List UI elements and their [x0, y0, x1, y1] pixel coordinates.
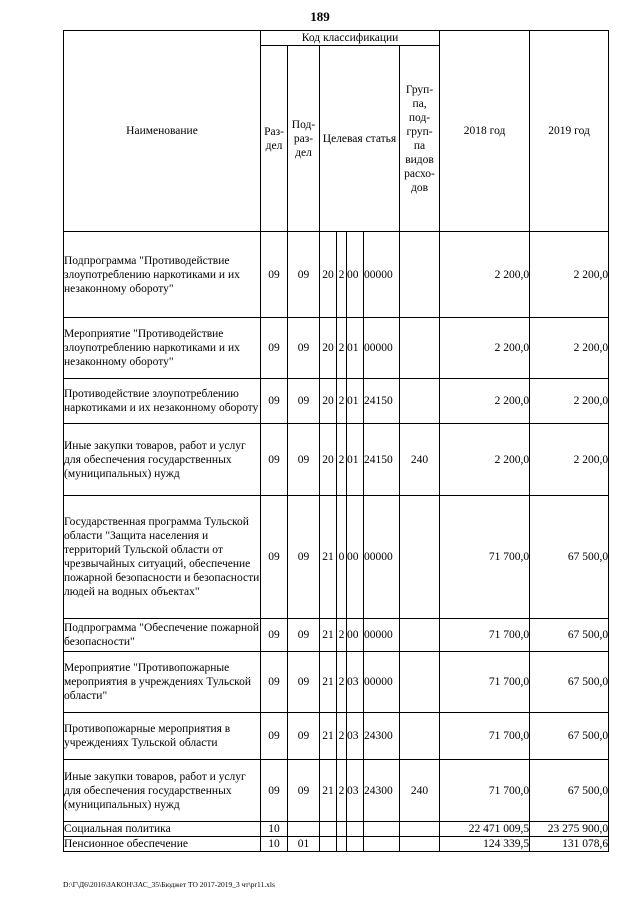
- header-razdel: Раз- дел: [261, 46, 288, 232]
- cell-razdel: 10: [261, 822, 288, 837]
- cell-vr: [400, 379, 440, 424]
- cell-t1: 21: [320, 619, 337, 652]
- table-row: [64, 232, 609, 318]
- cell-t3: 00: [347, 496, 364, 619]
- cell-t1: 21: [320, 713, 337, 760]
- cell-podrazdel: 01: [288, 837, 320, 852]
- table-row: [64, 760, 609, 822]
- header-name: Наименование: [64, 31, 261, 232]
- cell-razdel: 10: [261, 837, 288, 852]
- cell-t3: 01: [347, 424, 364, 496]
- cell-vr: [400, 496, 440, 619]
- cell-t4: 24300: [364, 713, 400, 760]
- cell-t2: 2: [337, 379, 347, 424]
- cell-name: Противопожарные мероприятия в учреждениях Тульской области: [64, 713, 261, 760]
- cell-y2019: 67 500,0: [530, 760, 609, 822]
- cell-razdel: 09: [261, 496, 288, 619]
- cell-t1: 20: [320, 232, 337, 318]
- cell-y2018: 124 339,5: [440, 837, 530, 852]
- cell-razdel: 09: [261, 318, 288, 379]
- table-row: [64, 379, 609, 424]
- cell-t1: 21: [320, 652, 337, 713]
- cell-y2019: 2 200,0: [530, 318, 609, 379]
- header-year-2019: 2019 год: [530, 31, 609, 232]
- cell-t2: [337, 837, 347, 852]
- cell-t1: [320, 837, 337, 852]
- cell-y2019: 67 500,0: [530, 713, 609, 760]
- cell-y2019: 67 500,0: [530, 619, 609, 652]
- table-row: [64, 619, 609, 652]
- cell-y2018: 71 700,0: [440, 713, 530, 760]
- cell-y2018: 2 200,0: [440, 318, 530, 379]
- cell-razdel: 09: [261, 232, 288, 318]
- cell-t3: 00: [347, 619, 364, 652]
- cell-t4: 00000: [364, 652, 400, 713]
- cell-t2: 2: [337, 424, 347, 496]
- cell-y2019: 131 078,6: [530, 837, 609, 852]
- cell-podrazdel: 09: [288, 424, 320, 496]
- cell-t1: 21: [320, 760, 337, 822]
- cell-y2019: 67 500,0: [530, 496, 609, 619]
- cell-t3: 03: [347, 760, 364, 822]
- header-classification: Код классификации: [261, 31, 440, 46]
- cell-t1: [320, 822, 337, 837]
- cell-razdel: 09: [261, 379, 288, 424]
- table-row: [64, 318, 609, 379]
- cell-podrazdel: 09: [288, 713, 320, 760]
- cell-y2019: 67 500,0: [530, 652, 609, 713]
- page-number: 189: [310, 9, 330, 24]
- cell-t3: 00: [347, 232, 364, 318]
- file-path-footer: D:\Г\Д6\2016\ЗАКОН\ЗАС_35\Бюджет ТО 2017-2019_3 чт\pr11.xls: [63, 880, 275, 889]
- table-row: [64, 496, 609, 619]
- header-podrazdel: Под- раз- дел: [288, 46, 320, 232]
- cell-name: Подпрограмма "Противодействие злоупотреблению наркотиками и их незаконному обороту": [64, 232, 261, 318]
- cell-t2: 2: [337, 652, 347, 713]
- cell-t2: 2: [337, 318, 347, 379]
- cell-name: Иные закупки товаров, работ и услуг для обеспечения государственных (муниципальных) нужд: [64, 760, 261, 822]
- header-target-article: Целевая статья: [320, 46, 400, 232]
- cell-vr: 240: [400, 760, 440, 822]
- cell-t1: 20: [320, 424, 337, 496]
- cell-t3: 03: [347, 652, 364, 713]
- cell-vr: 240: [400, 424, 440, 496]
- cell-t4: [364, 822, 400, 837]
- cell-t3: [347, 837, 364, 852]
- cell-vr: [400, 318, 440, 379]
- cell-razdel: 09: [261, 652, 288, 713]
- cell-name: Мероприятие "Противодействие злоупотреблению наркотиками и их незаконному обороту": [64, 318, 261, 379]
- cell-t4: 24150: [364, 424, 400, 496]
- cell-t1: 20: [320, 318, 337, 379]
- cell-vr: [400, 232, 440, 318]
- cell-razdel: 09: [261, 713, 288, 760]
- table-row: [64, 837, 609, 852]
- cell-vr: [400, 713, 440, 760]
- cell-podrazdel: 09: [288, 652, 320, 713]
- cell-y2018: 2 200,0: [440, 232, 530, 318]
- cell-t2: 2: [337, 713, 347, 760]
- header-year-2018: 2018 год: [440, 31, 530, 232]
- cell-y2018: 2 200,0: [440, 379, 530, 424]
- cell-name: Подпрограмма "Обеспечение пожарной безопасности": [64, 619, 261, 652]
- cell-podrazdel: 09: [288, 760, 320, 822]
- cell-t1: 20: [320, 379, 337, 424]
- cell-t3: 03: [347, 713, 364, 760]
- cell-y2018: 71 700,0: [440, 760, 530, 822]
- cell-name: Государственная программа Тульской области "Защита населения и территорий Тульской области от чрезвычайных ситуаций, обеспечение пожарной безопасности и безопасности людей на водных объектах": [64, 496, 261, 619]
- cell-t4: 24300: [364, 760, 400, 822]
- cell-vr: [400, 652, 440, 713]
- cell-t3: [347, 822, 364, 837]
- cell-t2: 2: [337, 760, 347, 822]
- cell-podrazdel: 09: [288, 232, 320, 318]
- cell-y2019: 2 200,0: [530, 232, 609, 318]
- cell-vr: [400, 837, 440, 852]
- cell-t4: 24150: [364, 379, 400, 424]
- cell-t2: 0: [337, 496, 347, 619]
- cell-t4: 00000: [364, 318, 400, 379]
- cell-t1: 21: [320, 496, 337, 619]
- table-row: [64, 713, 609, 760]
- cell-t2: [337, 822, 347, 837]
- cell-t2: 2: [337, 232, 347, 318]
- table-row: [64, 652, 609, 713]
- cell-y2018: 22 471 009,5: [440, 822, 530, 837]
- cell-t4: 00000: [364, 619, 400, 652]
- table-row: [64, 424, 609, 496]
- cell-vr: [400, 619, 440, 652]
- cell-y2018: 71 700,0: [440, 619, 530, 652]
- cell-name: Иные закупки товаров, работ и услуг для обеспечения государственных (муниципальных) нужд: [64, 424, 261, 496]
- cell-y2018: 71 700,0: [440, 652, 530, 713]
- cell-podrazdel: 09: [288, 496, 320, 619]
- cell-y2018: 2 200,0: [440, 424, 530, 496]
- cell-podrazdel: [288, 822, 320, 837]
- table-row: [64, 822, 609, 837]
- cell-t4: [364, 837, 400, 852]
- cell-name: Социальная политика: [64, 822, 261, 837]
- cell-name: Пенсионное обеспечение: [64, 837, 261, 852]
- cell-razdel: 09: [261, 424, 288, 496]
- cell-t4: 00000: [364, 232, 400, 318]
- cell-y2019: 2 200,0: [530, 424, 609, 496]
- cell-t2: 2: [337, 619, 347, 652]
- cell-t3: 01: [347, 318, 364, 379]
- cell-podrazdel: 09: [288, 318, 320, 379]
- cell-podrazdel: 09: [288, 619, 320, 652]
- cell-y2018: 71 700,0: [440, 496, 530, 619]
- cell-y2019: 23 275 900,0: [530, 822, 609, 837]
- cell-y2019: 2 200,0: [530, 379, 609, 424]
- cell-name: Противодействие злоупотреблению наркотиками и их незаконному обороту: [64, 379, 261, 424]
- header-expense-group: Груп- па, под- груп- па видов расхо- дов: [400, 46, 440, 232]
- cell-t3: 01: [347, 379, 364, 424]
- cell-razdel: 09: [261, 619, 288, 652]
- budget-table: [63, 30, 609, 852]
- cell-razdel: 09: [261, 760, 288, 822]
- cell-name: Мероприятие "Противопожарные мероприятия в учреждениях Тульской области": [64, 652, 261, 713]
- cell-podrazdel: 09: [288, 379, 320, 424]
- cell-t4: 00000: [364, 496, 400, 619]
- cell-vr: [400, 822, 440, 837]
